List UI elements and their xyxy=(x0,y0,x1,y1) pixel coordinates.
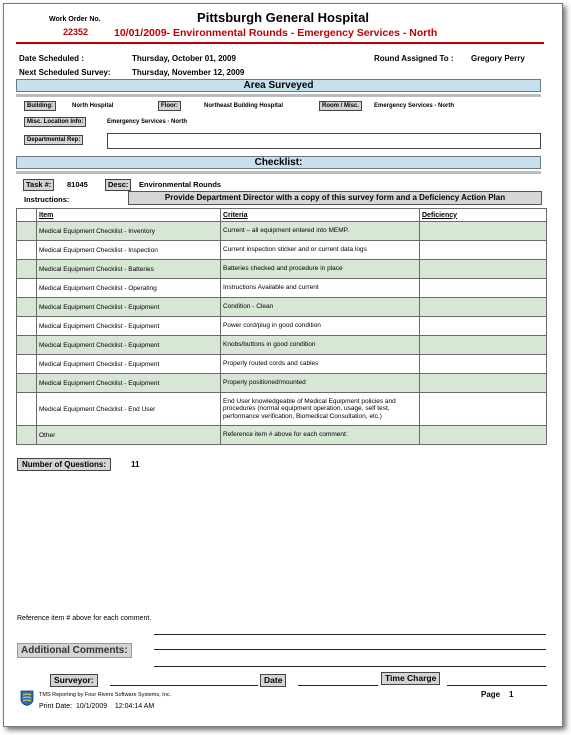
print-date-label: Print Date: xyxy=(39,703,73,710)
item-cell: Other xyxy=(37,426,221,445)
area-surveyed-header: Area Surveyed xyxy=(16,79,541,92)
print-time-value: 12:04:14 AM xyxy=(114,703,155,710)
page-label: Page xyxy=(481,690,501,699)
building-value: North Hospital xyxy=(72,103,114,109)
row-check-cell[interactable] xyxy=(17,241,37,260)
item-cell: Medical Equipment Checklist - Operating xyxy=(37,279,221,298)
instructions-label: Instructions: xyxy=(24,195,70,204)
number-of-questions-value: 11 xyxy=(131,460,140,469)
table-row xyxy=(17,393,547,426)
deficiency-cell[interactable] xyxy=(420,241,547,260)
criteria-cell: Knobs/buttons in good condition xyxy=(221,336,420,355)
task-number-label: Task #: xyxy=(23,179,54,191)
task-number-value: 81045 xyxy=(67,180,88,189)
checklist-table xyxy=(16,208,547,445)
surveyor-signature-line[interactable] xyxy=(110,685,258,686)
row-check-cell[interactable] xyxy=(17,279,37,298)
floor-label: Floor: xyxy=(158,101,181,111)
checklist-header: Checklist: xyxy=(16,156,541,169)
deficiency-cell[interactable] xyxy=(420,426,547,445)
building-label: Building: xyxy=(24,101,56,111)
row-check-cell[interactable] xyxy=(17,426,37,445)
row-check-cell[interactable] xyxy=(17,355,37,374)
comment-line[interactable] xyxy=(154,666,546,667)
round-assigned-value: Gregory Perry xyxy=(471,54,525,63)
item-cell: Medical Equipment Checklist - Equipment xyxy=(37,336,221,355)
criteria-cell: Batteries checked and procedure in place xyxy=(221,260,420,279)
deficiency-cell[interactable] xyxy=(420,393,547,426)
item-cell: Medical Equipment Checklist - Inventory xyxy=(37,222,221,241)
row-check-cell[interactable] xyxy=(17,260,37,279)
criteria-cell: End User knowledgeable of Medical Equipment policies and procedures (normal equipment operation, usage, self test, performance verification, Biomedical Consultation, etc.) xyxy=(221,393,420,426)
table-row xyxy=(17,426,547,445)
survey-subtitle: 10/01/2009- Environmental Rounds - Emergency Services - North xyxy=(114,27,438,39)
floor-value: Northeast Building Hospital xyxy=(204,103,284,109)
row-check-cell[interactable] xyxy=(17,317,37,336)
deficiency-cell[interactable] xyxy=(420,374,547,393)
item-cell: Medical Equipment Checklist - End User xyxy=(37,393,221,426)
instructions-text: Provide Department Director with a copy of this survey form and a Deficiency Action Plan xyxy=(128,191,542,205)
criteria-cell: Properly routed cords and cables xyxy=(221,355,420,374)
table-header-row xyxy=(17,209,547,222)
hospital-name: Pittsburgh General Hospital xyxy=(197,10,369,25)
next-survey-label: Next Scheduled Survey: xyxy=(19,68,111,77)
criteria-cell: Power cord/plug in good condition xyxy=(221,317,420,336)
page-number: 1 xyxy=(509,690,514,699)
deficiency-cell[interactable] xyxy=(420,298,547,317)
table-row xyxy=(17,374,547,393)
print-date-value: 10/1/2009 xyxy=(75,703,108,710)
date-scheduled-value: Thursday, October 01, 2009 xyxy=(132,54,236,63)
work-order-number: 22352 xyxy=(63,27,89,37)
criteria-cell: Current – all equipment entered into MEMP. xyxy=(221,222,420,241)
deficiency-cell[interactable] xyxy=(420,336,547,355)
table-row xyxy=(17,317,547,336)
row-check-cell[interactable] xyxy=(17,336,37,355)
deficiency-cell[interactable] xyxy=(420,222,547,241)
work-order-label: Work Order No. xyxy=(49,16,101,23)
round-assigned-label: Round Assigned To : xyxy=(374,54,454,63)
check-column-header xyxy=(17,209,37,222)
tms-credit: TMS Reporting by Four Rivers Software Systems, Inc. xyxy=(39,692,172,698)
item-column-header: Item xyxy=(37,209,221,222)
item-cell: Medical Equipment Checklist - Equipment xyxy=(37,298,221,317)
area-divider xyxy=(16,94,541,97)
table-row xyxy=(17,298,547,317)
number-of-questions-label: Number of Questions: xyxy=(17,458,111,471)
misc-location-label: Misc. Location Info: xyxy=(24,117,86,127)
date-label: Date xyxy=(260,674,286,687)
reference-note: Reference item # above for each comment. xyxy=(17,615,152,622)
table-row xyxy=(17,355,547,374)
table-row xyxy=(17,336,547,355)
criteria-cell: Instructions Available and current xyxy=(221,279,420,298)
header-divider xyxy=(16,42,544,44)
room-label: Room / Misc. xyxy=(319,101,362,111)
page-indicator xyxy=(481,690,513,699)
surveyor-label: Surveyor: xyxy=(50,674,98,687)
four-rivers-logo-icon xyxy=(20,690,34,706)
item-cell: Medical Equipment Checklist - Inspection xyxy=(37,241,221,260)
desc-label: Desc: xyxy=(105,179,131,191)
deficiency-cell[interactable] xyxy=(420,260,547,279)
deficiency-cell[interactable] xyxy=(420,279,547,298)
additional-comments-label: Additional Comments: xyxy=(17,643,132,658)
department-rep-field[interactable] xyxy=(107,133,541,149)
criteria-column-header: Criteria xyxy=(221,209,420,222)
row-check-cell[interactable] xyxy=(17,298,37,317)
desc-value: Environmental Rounds xyxy=(139,180,222,189)
table-row xyxy=(17,241,547,260)
criteria-cell: Reference item # above for each comment: xyxy=(221,426,420,445)
criteria-cell: Condition - Clean xyxy=(221,298,420,317)
deficiency-cell[interactable] xyxy=(420,317,547,336)
row-check-cell[interactable] xyxy=(17,374,37,393)
deficiency-column-header: Deficiency xyxy=(420,209,547,222)
department-rep-label: Departmental Rep: xyxy=(24,135,83,145)
time-charge-line[interactable] xyxy=(447,685,547,686)
criteria-cell: Current inspection sticker and or current data logs xyxy=(221,241,420,260)
deficiency-cell[interactable] xyxy=(420,355,547,374)
criteria-cell: Properly positioned/mounted xyxy=(221,374,420,393)
row-check-cell[interactable] xyxy=(17,222,37,241)
comment-line[interactable] xyxy=(154,634,546,635)
item-cell: Medical Equipment Checklist - Equipment xyxy=(37,317,221,336)
time-charge-label: Time Charge xyxy=(381,672,440,685)
work-order-sheet xyxy=(3,3,563,727)
date-scheduled-label: Date Scheduled : xyxy=(19,54,84,63)
checklist-divider xyxy=(16,171,541,174)
comment-line[interactable] xyxy=(154,649,546,650)
row-check-cell[interactable] xyxy=(17,393,37,426)
date-line[interactable] xyxy=(298,685,378,686)
table-row xyxy=(17,260,547,279)
print-info xyxy=(39,703,154,710)
item-cell: Medical Equipment Checklist - Equipment xyxy=(37,374,221,393)
item-cell: Medical Equipment Checklist - Equipment xyxy=(37,355,221,374)
misc-location-value: Emergency Services - North xyxy=(107,119,188,125)
table-row xyxy=(17,279,547,298)
room-value: Emergency Services - North xyxy=(374,103,455,109)
table-row xyxy=(17,222,547,241)
next-survey-value: Thursday, November 12, 2009 xyxy=(132,68,245,77)
item-cell: Medical Equipment Checklist - Batteries xyxy=(37,260,221,279)
